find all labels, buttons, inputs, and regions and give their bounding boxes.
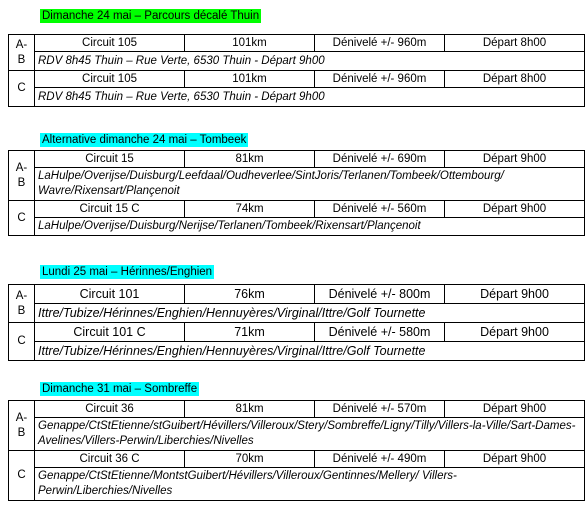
section-sombreffe — [0, 382, 584, 510]
itinerary: RDV 8h45 Thuin – Rue Verte, 6530 Thuin - Départ 9h00 — [35, 88, 585, 107]
circuit-name: Circuit 101 — [35, 285, 185, 304]
section-title: Dimanche 31 mai – Sombreffe — [42, 383, 198, 395]
table-row — [9, 451, 585, 468]
departure-time: Départ 9h00 — [445, 151, 585, 168]
departure-time: Départ 9h00 — [445, 201, 585, 218]
circuit-name: Circuit 105 — [35, 71, 185, 88]
table-row — [9, 88, 585, 107]
distance: 70km — [185, 451, 315, 468]
table-row — [9, 151, 585, 168]
distance: 101km — [185, 71, 315, 88]
section-title: Alternative dimanche 24 mai – Tombeek — [42, 134, 247, 146]
section-tombeek — [0, 133, 584, 248]
circuit-name: Circuit 36 C — [35, 451, 185, 468]
itinerary: LaHulpe/Overijse/Duisburg/Leefdaal/Oudheverlee/SintJoris/Terlanen/Tombeek/Ottembourg/ Wavre/Rixensart/Plançenoit — [35, 168, 585, 201]
table-row — [9, 304, 585, 323]
departure-time: Départ 8h00 — [445, 35, 585, 52]
table-row — [9, 468, 585, 501]
departure-time: Départ 9h00 — [445, 401, 585, 418]
section-thuin — [0, 9, 584, 119]
elevation: Dénivelé +/- 960m — [315, 35, 445, 52]
elevation: Dénivelé +/- 490m — [315, 451, 445, 468]
departure-time: Départ 9h00 — [445, 323, 585, 342]
itinerary: Genappe/CtStEtienne/stGuibert/Hévillers/Villeroux/Stery/Sombreffe/Ligny/Tilly/Villers-la-Ville/Sart-Dames-Avelines/Villers-Perwin/Liberchies/Nivelles — [35, 418, 585, 451]
itinerary: RDV 8h45 Thuin – Rue Verte, 6530 Thuin - Départ 9h00 — [35, 52, 585, 71]
elevation: Dénivelé +/- 580m — [315, 323, 445, 342]
route-table — [8, 34, 585, 107]
section-herinnes — [0, 265, 584, 365]
circuit-name: Circuit 15 — [35, 151, 185, 168]
table-row — [9, 168, 585, 201]
group-label: C — [9, 451, 35, 501]
itinerary: Ittre/Tubize/Hérinnes/Enghien/Hennuyères/Virginal/Ittre/Golf Tournette — [35, 342, 585, 361]
circuit-name: Circuit 36 — [35, 401, 185, 418]
distance: 101km — [185, 35, 315, 52]
table-row — [9, 418, 585, 451]
section-title: Dimanche 24 mai – Parcours décalé Thuin — [42, 10, 260, 22]
distance: 71km — [185, 323, 315, 342]
distance: 81km — [185, 151, 315, 168]
table-row — [9, 323, 585, 342]
elevation: Dénivelé +/- 690m — [315, 151, 445, 168]
group-label: C — [9, 71, 35, 107]
circuit-name: Circuit 15 C — [35, 201, 185, 218]
route-table — [8, 150, 585, 236]
group-label: A-B — [9, 285, 35, 323]
table-row — [9, 71, 585, 88]
departure-time: Départ 9h00 — [445, 451, 585, 468]
table-row — [9, 35, 585, 52]
table-row — [9, 401, 585, 418]
table-row — [9, 342, 585, 361]
table-row — [9, 52, 585, 71]
circuit-name: Circuit 101 C — [35, 323, 185, 342]
group-label: A-B — [9, 35, 35, 71]
circuit-name: Circuit 105 — [35, 35, 185, 52]
table-row — [9, 285, 585, 304]
elevation: Dénivelé +/- 800m — [315, 285, 445, 304]
table-row — [9, 201, 585, 218]
itinerary: Genappe/CtStEtienne/MontstGuibert/Hévillers/Villeroux/Gentinnes/Mellery/ Villers-Perwin/Liberchies/Nivelles — [35, 468, 585, 501]
elevation: Dénivelé +/- 560m — [315, 201, 445, 218]
distance: 74km — [185, 201, 315, 218]
departure-time: Départ 9h00 — [445, 285, 585, 304]
group-label: C — [9, 201, 35, 236]
group-label: C — [9, 323, 35, 361]
itinerary: Ittre/Tubize/Hérinnes/Enghien/Hennuyères/Virginal/Ittre/Golf Tournette — [35, 304, 585, 323]
group-label: A-B — [9, 401, 35, 451]
group-label: A-B — [9, 151, 35, 201]
table-row — [9, 218, 585, 236]
distance: 81km — [185, 401, 315, 418]
section-title: Lundi 25 mai – Hérinnes/Enghien — [42, 266, 213, 278]
route-table — [8, 284, 585, 361]
departure-time: Départ 8h00 — [445, 71, 585, 88]
distance: 76km — [185, 285, 315, 304]
itinerary: LaHulpe/Overijse/Duisburg/Nerijse/Terlanen/Tombeek/Rixensart/Plançenoit — [35, 218, 585, 236]
elevation: Dénivelé +/- 960m — [315, 71, 445, 88]
elevation: Dénivelé +/- 570m — [315, 401, 445, 418]
route-table — [8, 400, 585, 501]
